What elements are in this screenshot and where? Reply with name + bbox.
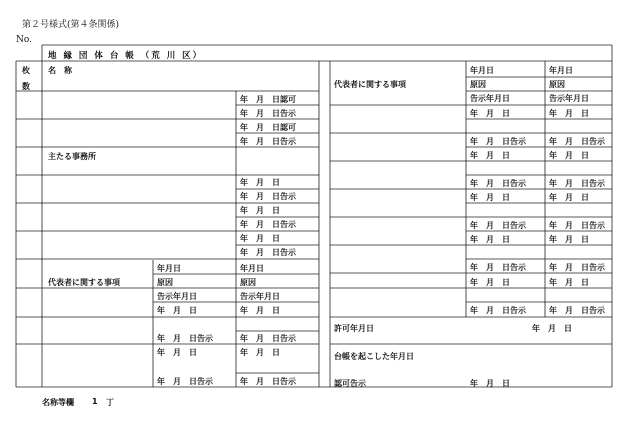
rep-cause-header: 原因 xyxy=(157,278,173,287)
rep-notice-cell: 年 月 日告示 xyxy=(240,377,296,386)
rep-date-cell: 年 月 日 xyxy=(157,306,197,315)
main-office-label: 主たる事務所 xyxy=(48,152,96,161)
rep-change-date-header: 年月日 xyxy=(549,66,573,75)
footer-page-unit: 丁 xyxy=(106,398,114,407)
rep-cause-header: 原因 xyxy=(240,278,256,287)
rep-notice-date-header: 告示年月日 xyxy=(470,94,510,103)
rep-history-cell: 年 月 日 xyxy=(470,278,510,287)
rep-history-cell: 年 月 日告示 xyxy=(470,306,526,315)
rep-notice-date-header: 告示年月日 xyxy=(240,292,280,301)
sheet-count-label-1: 枚 xyxy=(22,66,30,75)
rep-date-cell: 年 月 日 xyxy=(157,348,197,357)
document-number: No. xyxy=(16,35,32,45)
rep-history-cell: 年 月 日 xyxy=(470,109,510,118)
rep-history-cell: 年 月 日 xyxy=(470,151,510,160)
rep-notice-cell: 年 月 日告示 xyxy=(157,377,213,386)
rep-history-cell: 年 月 日告示 xyxy=(549,179,605,188)
rep-history-cell: 年 月 日 xyxy=(470,193,510,202)
rep-history-cell: 年 月 日 xyxy=(470,235,510,244)
office-date-cell: 年 月 日告示 xyxy=(240,192,296,201)
name-column-header: 名 称 xyxy=(48,66,72,75)
rep-history-cell: 年 月 日告示 xyxy=(470,179,526,188)
rep-history-cell: 年 月 日 xyxy=(549,109,589,118)
rep-history-cell: 年 月 日告示 xyxy=(549,263,605,272)
notice-date-cell: 年 月 日告示 xyxy=(240,109,296,118)
rep-notice-date-header: 告示年月日 xyxy=(157,292,197,301)
rep-history-cell: 年 月 日 xyxy=(549,278,589,287)
table-grid xyxy=(16,45,612,387)
rep-change-date-header: 年月日 xyxy=(240,264,264,273)
office-date-cell: 年 月 日 xyxy=(240,234,280,243)
rep-change-date-header: 年月日 xyxy=(157,264,181,273)
ledger-title: 地 縁 団 体 台 帳 （荒 川 区） xyxy=(48,51,204,61)
rep-history-cell: 年 月 日告示 xyxy=(470,221,526,230)
office-date-cell: 年 月 日告示 xyxy=(240,248,296,257)
office-date-cell: 年 月 日 xyxy=(240,206,280,215)
rep-history-cell: 年 月 日告示 xyxy=(549,137,605,146)
footer-label: 名称等欄 xyxy=(42,398,74,407)
representative-label-left: 代表者に関する事項 xyxy=(48,278,120,287)
permit-date-value: 年 月 日 xyxy=(532,324,572,333)
rep-notice-cell: 年 月 日告示 xyxy=(240,334,296,343)
rep-history-cell: 年 月 日 xyxy=(549,193,589,202)
office-date-cell: 年 月 日告示 xyxy=(240,220,296,229)
rep-history-cell: 年 月 日告示 xyxy=(470,137,526,146)
ledger-start-label: 台帳を起こした年月日 xyxy=(334,352,414,361)
rep-notice-cell: 年 月 日告示 xyxy=(157,334,213,343)
notice-date-cell: 年 月 日告示 xyxy=(240,137,296,146)
rep-history-cell: 年 月 日 xyxy=(549,235,589,244)
form-header: 第２号様式(第４条関係) xyxy=(22,20,120,30)
rep-cause-header: 原因 xyxy=(470,80,486,89)
rep-change-date-header: 年月日 xyxy=(470,66,494,75)
representative-label-right: 代表者に関する事項 xyxy=(334,80,406,89)
approval-notice-label: 認可告示 xyxy=(334,379,366,388)
approval-notice-date: 年 月 日 xyxy=(470,379,510,388)
permit-date-label: 許可年月日 xyxy=(334,324,374,333)
rep-date-cell: 年 月 日 xyxy=(240,348,280,357)
rep-history-cell: 年 月 日告示 xyxy=(470,263,526,272)
rep-history-cell: 年 月 日告示 xyxy=(549,221,605,230)
footer-page-number: 1 xyxy=(92,397,98,406)
rep-date-cell: 年 月 日 xyxy=(240,306,280,315)
rep-cause-header: 原因 xyxy=(549,80,565,89)
office-date-cell: 年 月 日 xyxy=(240,178,280,187)
rep-history-cell: 年 月 日告示 xyxy=(549,306,605,315)
rep-history-cell: 年 月 日 xyxy=(549,151,589,160)
table-labels xyxy=(22,50,606,388)
approval-date-cell: 年 月 日認可 xyxy=(240,95,296,104)
rep-notice-date-header: 告示年月日 xyxy=(549,94,589,103)
sheet-count-label-2: 数 xyxy=(22,82,30,91)
approval-date-cell: 年 月 日認可 xyxy=(240,123,296,132)
